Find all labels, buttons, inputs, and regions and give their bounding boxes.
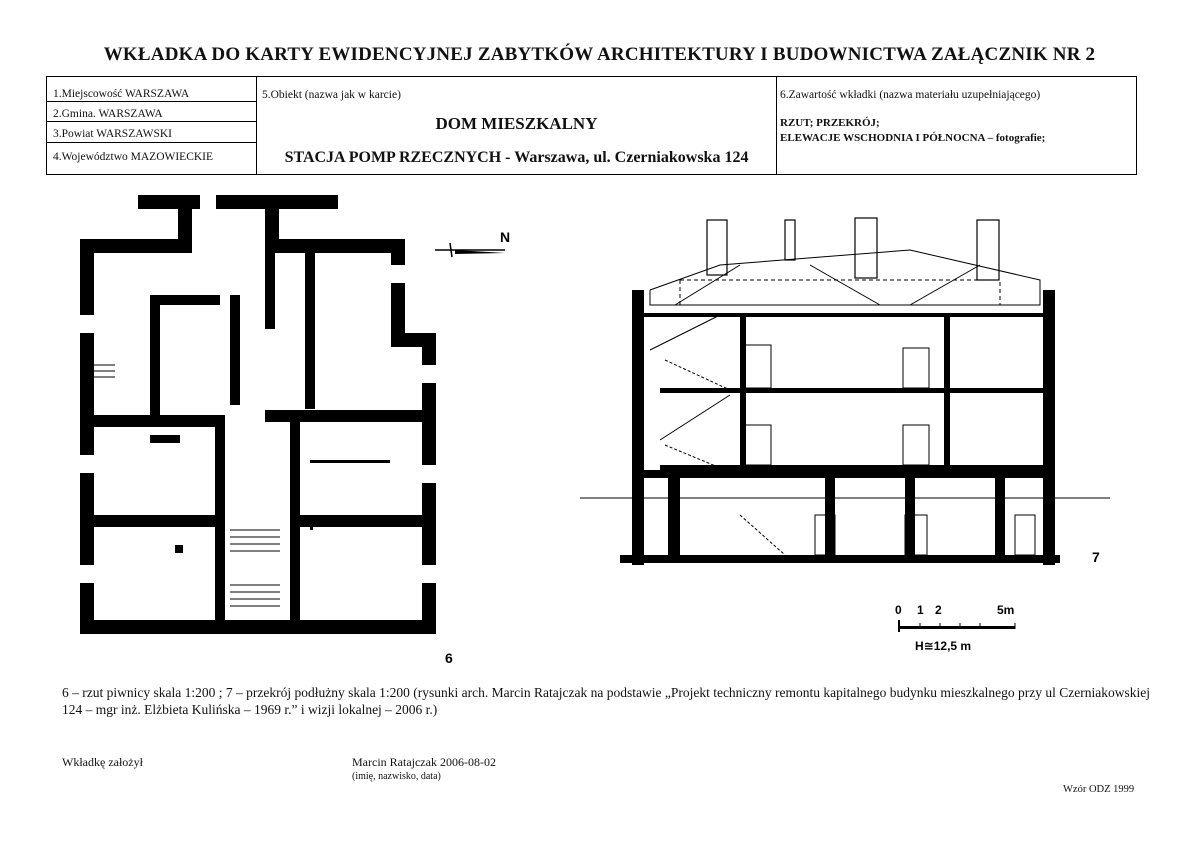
established-label: Wkładkę założył [62, 755, 143, 769]
district-field: 3.Powiat WARSZAWSKI [53, 128, 172, 140]
commune-field: 2.Gmina. WARSZAWA [53, 108, 163, 120]
template-version: Wzór ODZ 1999 [1063, 784, 1135, 795]
drawing-caption: 6 – rzut piwnicy skala 1:200 ; 7 – przekrój podłużny skala 1:200 (rysunki arch. Marcin Ratajczak na podstawie „Projekt techniczny remontu kapitalnego budynku mieszkalnego przy ul Czerniakowskiej 124 – mgr inż. Elżbieta Kulińska – 1969 r.” i wizji lokalnej – 2006 r.) [62, 685, 1150, 717]
document-title: WKŁADKA DO KARTY EWIDENCYJNEJ ZABYTKÓW ARCHITEKTURY I BUDOWNICTWA ZAŁĄCZNIK NR 2 [103, 44, 1096, 65]
height-label: H≅12,5 m [915, 639, 972, 653]
plan-number: 6 [445, 650, 453, 665]
city-field: 1.Miejscowość WARSZAWA [53, 88, 190, 100]
content-cell [777, 77, 1136, 174]
object-name: DOM MIESZKALNY [435, 114, 598, 133]
scale-tick-0: 0 [895, 603, 902, 617]
voivodeship-field: 4.Województwo MAZOWIECKIE [53, 151, 214, 163]
section-number: 7 [1092, 549, 1100, 565]
north-arrow-icon [430, 225, 520, 265]
north-label: N [500, 229, 511, 245]
author-signature: Marcin Ratajczak 2006-08-02 [352, 755, 496, 769]
scale-tick-2: 2 [935, 603, 942, 617]
floor-plan-drawing [70, 185, 460, 665]
object-header: 5.Obiekt (nazwa jak w karcie) [262, 89, 401, 101]
section-drawing [580, 210, 1120, 575]
scale-tick-1: 1 [917, 603, 924, 617]
location-cell [47, 77, 257, 174]
scale-tick-5m: 5m [997, 603, 1015, 617]
content-line-2: ELEWACJE WSCHODNIA I PÓŁNOCNA – fotografie; [780, 132, 1046, 144]
content-header: 6.Zawartość wkładki (nazwa materiału uzupełniającego) [780, 89, 1041, 101]
object-subtitle: STACJA POMP RZECZNYCH - Warszawa, ul. Czerniakowska 124 [284, 149, 749, 166]
scale-bar [885, 600, 1035, 660]
content-line-1: RZUT; PRZEKRÓJ; [780, 117, 880, 129]
author-note: (imię, nazwisko, data) [352, 771, 441, 782]
object-cell [257, 77, 777, 174]
info-table [46, 76, 1137, 175]
